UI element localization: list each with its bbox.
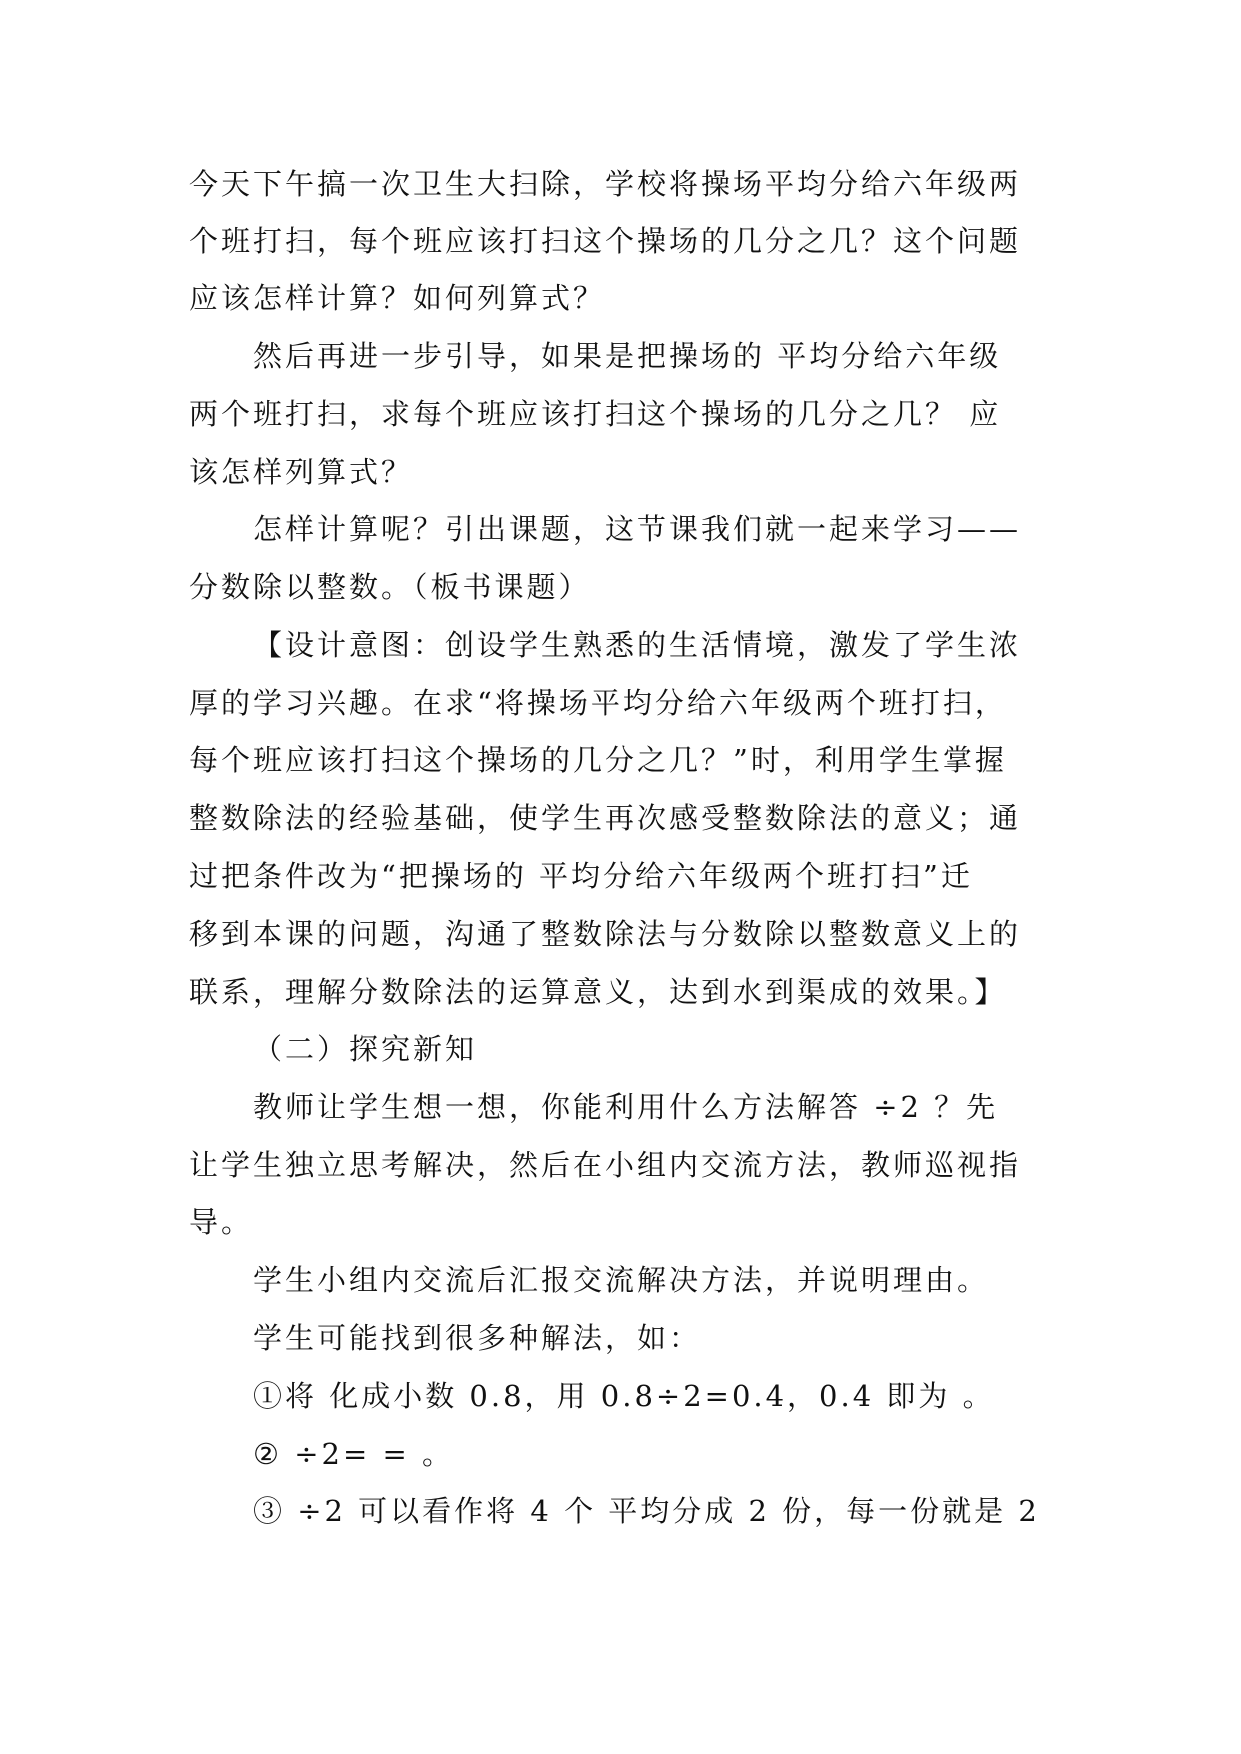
design-intent-line: 【设计意图：创设学生熟悉的生活情境，激发了学生浓 [253,628,1022,662]
design-intent-line: 整数除法的经验基础，使学生再次感受整数除法的意义；通 [189,801,1022,835]
design-intent-line: 联系，理解分数除法的运算意义，达到水到渠成的效果。】 [189,975,1007,1009]
solution-method-line: ③ ÷2 可以看作将 4 个 平均分成 2 份，每一份就是 2 [253,1494,1040,1528]
design-intent-line: 移到本课的问题，沟通了整数除法与分数除以整数意义上的 [189,917,1022,951]
paragraph-line: 教师让学生想一想，你能利用什么方法解答 ÷2 ？先 [253,1090,999,1124]
section-heading: （二）探究新知 [253,1032,478,1066]
paragraph-line: 导。 [189,1205,254,1239]
paragraph-line: 然后再进一步引导，如果是把操场的 平均分给六年级 [253,339,1002,373]
paragraph-line: 今天下午搞一次卫生大扫除，学校将操场平均分给六年级两 [189,167,1022,201]
design-intent-line: 厚的学习兴趣。在求“将操场平均分给六年级两个班打扫， [189,686,1007,720]
paragraph-line: 分数除以整数。（板书课题） [189,570,591,604]
paragraph-line: 怎样计算呢？引出课题，这节课我们就一起来学习—— [253,512,1022,546]
paragraph-line: 个班打扫，每个班应该打扫这个操场的几分之几？这个问题 [189,224,1022,258]
paragraph-line: 学生可能找到很多种解法，如： [253,1321,702,1355]
design-intent-line: 每个班应该打扫这个操场的几分之几？”时，利用学生掌握 [189,743,1007,777]
paragraph-line: 两个班打扫，求每个班应该打扫这个操场的几分之几？ 应 [189,397,1002,431]
paragraph-line: 应该怎样计算？如何列算式？ [189,281,606,315]
paragraph-line: 让学生独立思考解决，然后在小组内交流方法，教师巡视指 [189,1148,1022,1182]
paragraph-line: 该怎样列算式？ [189,455,414,489]
solution-method-line: ② ÷2= = 。 [253,1437,455,1471]
solution-method-line: ①将 化成小数 0.8，用 0.8÷2=0.4，0.4 即为 。 [253,1379,995,1413]
design-intent-line: 过把条件改为“把操场的 平均分给六年级两个班打扫”迁 [189,859,973,893]
paragraph-line: 学生小组内交流后汇报交流解决方法，并说明理由。 [253,1263,990,1297]
